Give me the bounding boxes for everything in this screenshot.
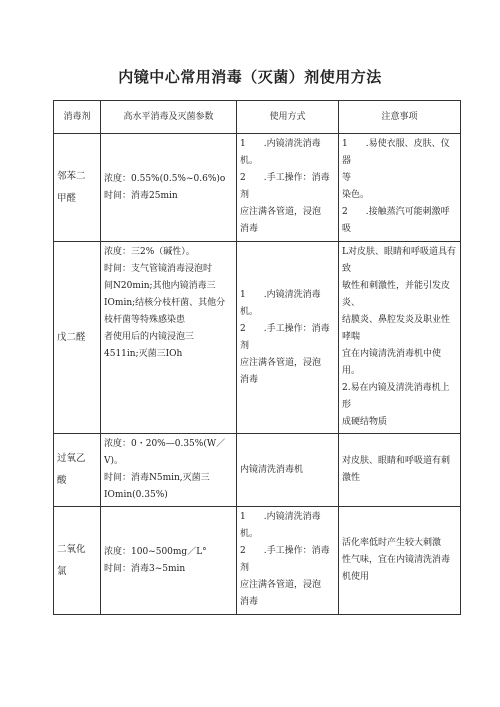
disinfectant-name: 邻苯二 甲醛 (54, 134, 101, 242)
table-row (54, 434, 461, 507)
table-row (54, 507, 461, 615)
notes-cell: L对皮肤、眼睛和呼吸道具有致 敏性和刺激性，并能引发皮炎、 结膜炎、鼻腔发炎及职业性哮喘 宜在内镜清洗消毒机中使用。 2.易在内镜及清洗消毒机上形 成硬结物质 (339, 242, 461, 434)
page-title: 内镜中心常用消毒（灭菌）剂使用方法 (118, 68, 382, 86)
usage-cell: 1 .内镜清洗消毒 机。 2 .手工操作：消毒 剂 应注满各管道，浸泡 消毒 (237, 507, 339, 615)
disinfectant-name: 二氧化 氯 (54, 507, 101, 615)
notes-cell: 活化率低时产生较大刺激 性气味，宜在内镜清洗消毒 机使用 (339, 507, 461, 615)
parameters-cell: 浓度：三2%（碱性）。 时间：支气管镜消毒浸泡时 间N20min;其他内镜消毒三 IOmin;结核分枝杆菌、其他分 枝杆菌等特殊感染患 者使用后的内镜浸泡三 4511in;灭菌三IOh (101, 242, 237, 434)
notes-cell: 对皮肤、眼睛和呼吸道有刺 激性 (339, 434, 461, 507)
disinfectant-name: 过氧乙 酸 (54, 434, 101, 507)
table-row (54, 242, 461, 434)
header-parameters: 高水平消毒及灭菌参数 (101, 101, 237, 134)
disinfectant-table (53, 100, 461, 615)
parameters-cell: 浓度：0.55%(0.5%~0.6%)o 时间：消毒25min (101, 134, 237, 242)
usage-cell: 1 .内镜清洗消毒 机。 2 .手工操作：消毒 剂 应注满各管道，浸泡 消毒 (237, 134, 339, 242)
parameters-cell: 浓度：100~500mg／L° 时间：消毒3~5min (101, 507, 237, 615)
usage-cell: 1 .内镜清洗消毒 机。 2 .手工操作：消毒 剂 应注满各管道，浸泡 消毒 (237, 242, 339, 434)
disinfectant-name: 戊二醛 (54, 242, 101, 434)
notes-cell: 1 .易使衣服、皮肤、仪器 等 染色。 2 .接触蒸汽可能刺激呼吸 (339, 134, 461, 242)
parameters-cell: 浓度：0・20%—0.35%(W／V)。 时间：消毒N5min,灭菌三 IOmin(0.35%) (101, 434, 237, 507)
header-usage: 使用方式 (237, 101, 339, 134)
usage-cell: 内镜清洗消毒机 (237, 434, 339, 507)
header-notes: 注意事项 (339, 101, 461, 134)
table-row (54, 134, 461, 242)
header-disinfectant: 消毒剂 (54, 101, 101, 134)
table-header-row (54, 101, 461, 134)
